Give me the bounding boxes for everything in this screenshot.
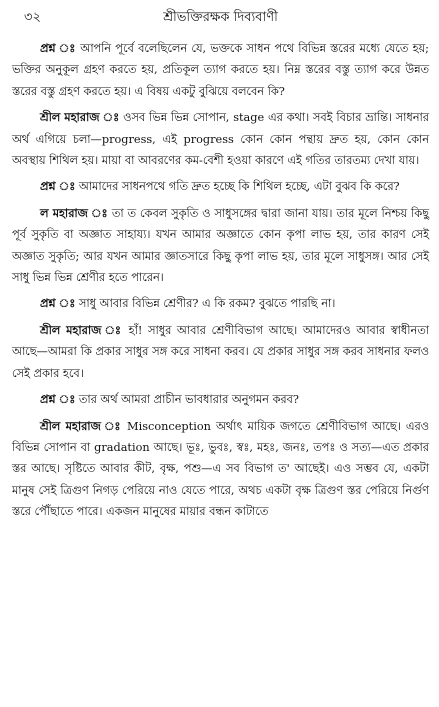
speaker-label: শ্রীল মহারাজ ঃ (40, 322, 123, 337)
paragraph-text: আমাদের সাধনপথে গতি দ্রুত হচ্ছে কি শিথিল হচ্ছে, এটা বুঝব কি করে? (75, 180, 400, 194)
speaker-label: প্রশ্ন ঃ (40, 392, 76, 407)
paragraph-text: Misconception অর্থাৎ মায়িক জগতে শ্রেণীবিভাগ আছে। এরও বিভিন্ন সোপান বা gradation আছে। ভূঃ, ভুবঃ, স্বঃ, মহঃ, জনঃ, তপঃ ও সত্য—এত প্রকার স্তর আছে। সৃষ্টিতে আবার কীট, বৃক্ষ, পশু—এ সব বিভাগ ত' আছেই। এও সম্ভব যে, একটা মানুষ সেই ত্রিগুণ নিগড় পেরিয়ে নাও যেতে পারে, অথচ একটা বৃক্ষ ত্রিগুণ স্তর পেরিয়ে নির্গুণ স্তরে পৌঁছাতে পারে। একজন মানুষের মায়ার বন্ধন কাটাতে (12, 419, 429, 519)
speaker-label: শ্রীল মহারাজ ঃ (40, 110, 120, 125)
paragraph-text: আপনি পূর্বে বলেছিলেন যে, ভক্তকে সাধন পথে বিভিন্ন স্তরের মধ্যে যেতে হয়; ভক্তির অনুকূল গ্রহণ করতে হয়, প্রতিকূল ত্যাগ করতে হয়। নিম্ন স্তরের বস্তু ত্যাগ করে উন্নত স্তরের বস্তু গ্রহণ করতে হয়। এ বিষয় একটু বুঝিয়ে বলবেন কি? (12, 42, 429, 98)
page-number: ৩২ (24, 10, 41, 25)
speaker-label: শ্রীল মহারাজ ঃ (40, 418, 122, 433)
paragraph-question-1 (12, 38, 429, 102)
speaker-label: প্রশ্ন ঃ (40, 41, 76, 55)
speaker-label: প্রশ্ন ঃ (40, 179, 76, 194)
speaker-label: প্রশ্ন ঃ (40, 296, 76, 311)
paragraph-answer-2 (12, 203, 429, 289)
speaker-label: ল মহারাজ ঃ (40, 205, 108, 220)
paragraph-answer-4 (12, 416, 429, 523)
paragraph-answer-1 (12, 107, 429, 171)
paragraph-question-3 (12, 293, 429, 314)
page-header (12, 8, 429, 29)
paragraph-text: তার অর্থ আমরা প্রাচীন ভাবধারার অনুগমন করব? (75, 393, 299, 407)
paragraph-text: হাঁ! সাধুর আবার শ্রেণীবিভাগ আছে। আমাদেরও আবার স্বাধীনতা আছে—আমরা কি প্রকার সাধুর সঙ্গ করে সাধনা করব। যে প্রকার সাধুর সঙ্গ করব সাধনার ফলও সেই প্রকার হবে। (12, 323, 429, 380)
paragraph-text: ওসব ভিন্ন ভিন্ন সোপান, stage এর কথা। সবই বিচার ভ্রান্তি। সাধনার অর্থ এগিয়ে চলা—progress, এই progress কোন কোন পন্থায় দ্রুত হয়, কোন কোন অবস্থায় শিথিল হয়। মায়া বা আবরণের কম-বেশী হওয়া কারণে এই গতির তারতম্য দেখা যায়। (12, 111, 429, 168)
running-title: শ্রীভক্তিরক্ষক দিব্যবাণী (163, 10, 278, 25)
paragraph-answer-3 (12, 320, 429, 384)
paragraph-question-2 (12, 176, 429, 197)
paragraph-question-4 (12, 389, 429, 410)
paragraph-text: তা ত কেবল সুকৃতি ও সাধুসঙ্গের দ্বারা জানা যায়। তার মূলে নিশ্চয় কিছু পূর্ব সুকৃতি বা অজ্ঞাত সাহায্য। যখন আমার অজ্ঞাতে কোন কৃপা লাভ হয়, তার কারণ সেই অজ্ঞাত সুকৃতি; আর যখন আমার জ্ঞাতসারে কিছু কৃপা লাভ হয়, তার মূলে সাধুসঙ্গ। আর সেই সাধু ভিন্ন ভিন্ন শ্রেণীর হতে পারেন। (12, 206, 429, 285)
paragraph-text: সাধু আবার বিভিন্ন শ্রেণীর? এ কি রকম? বুঝতে পারছি না। (75, 297, 336, 311)
